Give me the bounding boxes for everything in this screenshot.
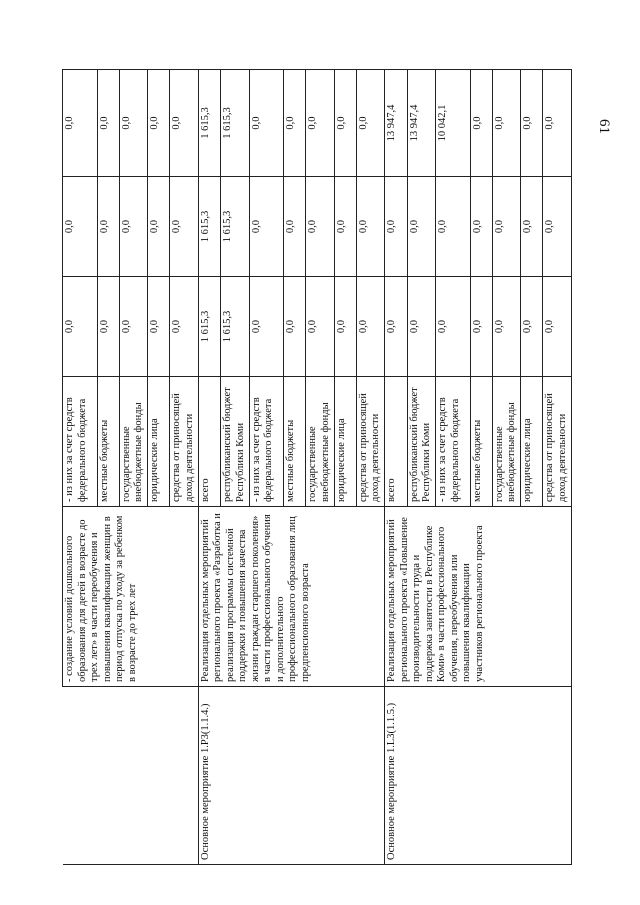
page-number: 61 bbox=[596, 119, 612, 134]
funding-source-cell: республиканский бюджет Республики Коми bbox=[221, 377, 249, 507]
funding-source-cell: юридические лица bbox=[334, 377, 356, 507]
amount-cell: 0,0 bbox=[334, 277, 356, 377]
amount-cell: 0,0 bbox=[385, 177, 407, 277]
funding-source-cell: местные бюджеты bbox=[470, 377, 492, 507]
amount-cell: 0,0 bbox=[356, 70, 384, 177]
funding-source-cell: местные бюджеты bbox=[284, 377, 306, 507]
amount-cell: 0,0 bbox=[63, 70, 98, 177]
document-page bbox=[62, 70, 572, 865]
funding-source-cell: средства от приносящей доход деятельности bbox=[543, 377, 572, 507]
amount-cell: 0,0 bbox=[119, 70, 147, 177]
activity-code-cell: Основное мероприятие 1.P3(1.1.4.) bbox=[198, 687, 385, 865]
amount-cell: 0,0 bbox=[356, 177, 384, 277]
amount-cell: 1 615,3 bbox=[198, 70, 220, 177]
amount-cell: 0,0 bbox=[148, 277, 170, 377]
amount-cell: 0,0 bbox=[543, 70, 572, 177]
amount-cell: 0,0 bbox=[492, 277, 520, 377]
amount-cell: 0,0 bbox=[492, 177, 520, 277]
amount-cell: 1 615,3 bbox=[198, 177, 220, 277]
budget-table bbox=[62, 69, 572, 865]
amount-cell: 0,0 bbox=[97, 177, 119, 277]
amount-cell: 0,0 bbox=[97, 70, 119, 177]
amount-cell: 0,0 bbox=[63, 177, 98, 277]
rotated-table-wrapper bbox=[62, 70, 572, 865]
amount-cell: 0,0 bbox=[170, 70, 198, 177]
amount-cell: 0,0 bbox=[407, 277, 435, 377]
funding-source-cell: государственные внебюджетные фонды bbox=[492, 377, 520, 507]
amount-cell: 0,0 bbox=[385, 277, 407, 377]
amount-cell: 0,0 bbox=[306, 177, 334, 277]
amount-cell: 0,0 bbox=[148, 177, 170, 277]
amount-cell: 13 947,4 bbox=[385, 70, 407, 177]
amount-cell: 0,0 bbox=[119, 177, 147, 277]
amount-cell: 0,0 bbox=[170, 277, 198, 377]
amount-cell: 0,0 bbox=[521, 177, 543, 277]
amount-cell: 0,0 bbox=[170, 177, 198, 277]
amount-cell: 0,0 bbox=[334, 70, 356, 177]
table-row bbox=[63, 70, 98, 865]
funding-source-cell: республиканский бюджет Республики Коми bbox=[407, 377, 435, 507]
amount-cell: 0,0 bbox=[97, 277, 119, 377]
amount-cell: 0,0 bbox=[306, 277, 334, 377]
amount-cell: 0,0 bbox=[356, 277, 384, 377]
amount-cell: 0,0 bbox=[306, 70, 334, 177]
funding-source-cell: местные бюджеты bbox=[97, 377, 119, 507]
amount-cell: 0,0 bbox=[334, 177, 356, 277]
amount-cell: 0,0 bbox=[521, 70, 543, 177]
amount-cell: 0,0 bbox=[284, 277, 306, 377]
funding-source-cell: всего bbox=[198, 377, 220, 507]
funding-source-cell: средства от приносящей доход деятельности bbox=[170, 377, 198, 507]
funding-source-cell: - из них за счет средств федерального бюджета bbox=[63, 377, 98, 507]
amount-cell: 0,0 bbox=[119, 277, 147, 377]
amount-cell: 10 042,1 bbox=[436, 70, 471, 177]
amount-cell: 0,0 bbox=[436, 177, 471, 277]
activity-code-cell bbox=[63, 687, 199, 865]
amount-cell: 0,0 bbox=[470, 70, 492, 177]
table-row bbox=[385, 70, 407, 865]
amount-cell: 0,0 bbox=[521, 277, 543, 377]
amount-cell: 0,0 bbox=[470, 177, 492, 277]
amount-cell: 0,0 bbox=[249, 277, 284, 377]
amount-cell: 0,0 bbox=[543, 277, 572, 377]
activity-description-cell: Реализация отдельных мероприятий регионального проекта «Разработка и реализация программы системной поддержки и повышения качества жизни граждан старшего поколения» в части профессионального обучения и дополнительного профессионального образования лиц предпенсионного возраста bbox=[198, 507, 385, 687]
funding-source-cell: юридические лица bbox=[148, 377, 170, 507]
amount-cell: 0,0 bbox=[543, 177, 572, 277]
amount-cell: 0,0 bbox=[249, 177, 284, 277]
amount-cell: 0,0 bbox=[249, 70, 284, 177]
amount-cell: 0,0 bbox=[407, 177, 435, 277]
amount-cell: 0,0 bbox=[492, 70, 520, 177]
funding-source-cell: средства от приносящей доход деятельности bbox=[356, 377, 384, 507]
table-row bbox=[198, 70, 220, 865]
activity-description-cell: Реализация отдельных мероприятий регионального проекта «Повышение производительности труда и поддержка занятости в Республике Коми» в части профессионального обучения, переобучения или повышения квалификации участников регионального проекта bbox=[385, 507, 572, 687]
amount-cell: 13 947,4 bbox=[407, 70, 435, 177]
amount-cell: 0,0 bbox=[284, 70, 306, 177]
activity-code-cell: Основное мероприятие 1.L3(1.1.5.) bbox=[385, 687, 572, 865]
amount-cell: 1 615,3 bbox=[221, 277, 249, 377]
amount-cell: 0,0 bbox=[284, 177, 306, 277]
amount-cell: 0,0 bbox=[436, 277, 471, 377]
funding-source-cell: всего bbox=[385, 377, 407, 507]
activity-description-cell: - создание условий дошкольного образования для детей в возрасте до трех лет» в части переобучения и повышения квалификации женщин в период отпуска по уходу за ребенком в возрасте до трех лет bbox=[63, 507, 199, 687]
amount-cell: 1 615,3 bbox=[221, 177, 249, 277]
funding-source-cell: государственные внебюджетные фонды bbox=[306, 377, 334, 507]
amount-cell: 1 615,3 bbox=[221, 70, 249, 177]
amount-cell: 0,0 bbox=[63, 277, 98, 377]
amount-cell: 0,0 bbox=[470, 277, 492, 377]
funding-source-cell: государственные внебюджетные фонды bbox=[119, 377, 147, 507]
funding-source-cell: юридические лица bbox=[521, 377, 543, 507]
funding-source-cell: - из них за счет средств федерального бюджета bbox=[436, 377, 471, 507]
amount-cell: 0,0 bbox=[148, 70, 170, 177]
funding-source-cell: - из них за счет средств федерального бюджета bbox=[249, 377, 284, 507]
amount-cell: 1 615,3 bbox=[198, 277, 220, 377]
